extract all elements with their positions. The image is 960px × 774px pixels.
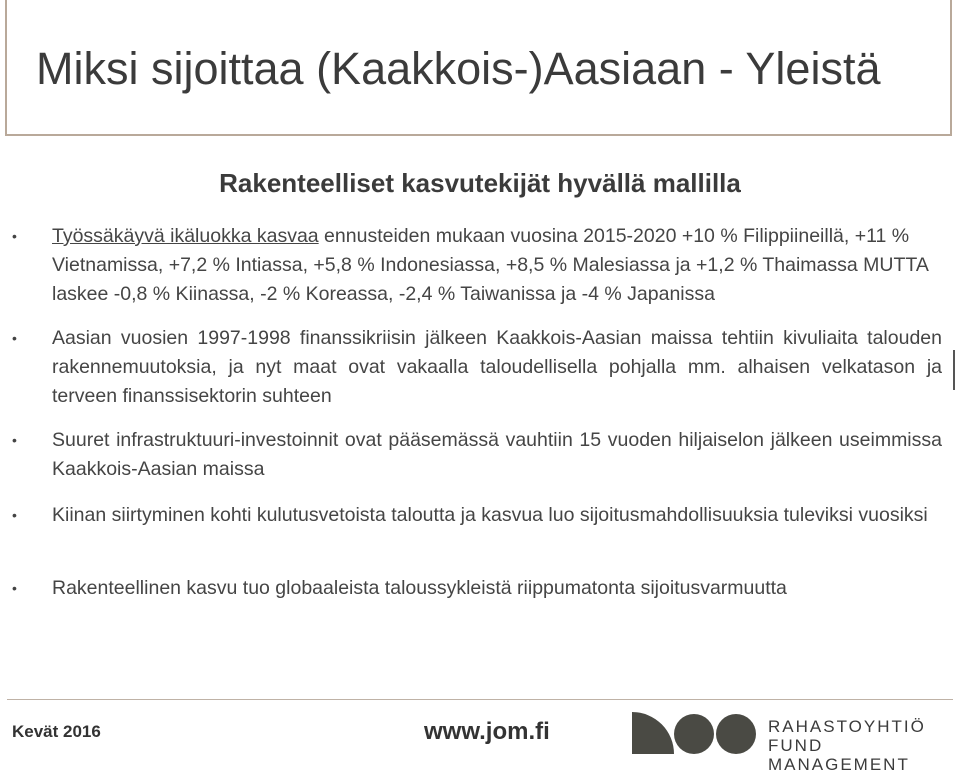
slide-title: Miksi sijoittaa (Kaakkois-)Aasiaan - Yleistä	[36, 43, 881, 94]
bullet-text: Kiinan siirtyminen kohti kulutusvetoista taloutta ja kasvua luo sijoitusmahdollisuuksia tuleviksi vuosiksi	[52, 504, 928, 526]
logo-quarter-circle	[632, 712, 674, 754]
bullet-text: Suuret infrastruktuuri-investoinnit ovat pääsemässä vauhtiin 15 vuoden hiljaiselon jälkeen useimmissa Kaakkois-Aasian maissa	[52, 429, 942, 480]
bullet-item	[12, 222, 942, 309]
bullet-text: Rakenteellinen kasvu tuo globaaleista taloussykleistä riippumatonta sijoitusvarmuutta	[52, 577, 787, 599]
bullet-text: ennusteiden mukaan vuosina 2015-2020 +10 % Filippiineillä, +11 % Vietnamissa, +7,2 % Intiassa, +5,8 % Indonesiassa, +8,5 % Malesiassa ja +1,2 % Thaimassa MUTTA laskee -0,8 % Kiinassa, -2 % Koreassa, -2,4 % Taiwanissa ja -4 % Japanissa	[52, 225, 928, 305]
logo-line-2: FUND MANAGEMENT	[768, 736, 910, 774]
slide-subtitle: Rakenteelliset kasvutekijät hyvällä mallilla	[219, 168, 741, 198]
bullet-text: Aasian vuosien 1997-1998 finanssikriisin jälkeen Kaakkois-Aasian maissa tehtiin kivuliaita talouden rakennemuutoksia, ja nyt maat ovat vakaalla taloudellisella pohjalla mm. alhaisen velkatason ja terveen finanssisektorin suhteen	[52, 327, 942, 407]
edge-marker	[953, 350, 955, 390]
company-logo	[630, 712, 760, 756]
logo-line-1: RAHASTOYHTIÖ	[768, 717, 926, 736]
bullet-item	[12, 324, 942, 411]
bullet-dot: •	[12, 228, 17, 244]
bullet-lead: Työssäkäyvä ikäluokka kasvaa	[52, 225, 319, 247]
bullet-item	[12, 426, 942, 484]
bullet-item	[12, 501, 942, 530]
logo-wordmark	[768, 717, 960, 774]
logo-circle-2	[716, 714, 756, 754]
footer-url: www.jom.fi	[424, 718, 550, 745]
bullet-dot: •	[12, 432, 17, 448]
bullet-dot: •	[12, 507, 17, 523]
footer-divider	[7, 699, 953, 700]
bullet-dot: •	[12, 330, 17, 346]
logo-circle-1	[674, 714, 714, 754]
bullet-dot: •	[12, 580, 17, 596]
footer-date: Kevät 2016	[12, 722, 101, 741]
bullet-item	[12, 574, 942, 603]
